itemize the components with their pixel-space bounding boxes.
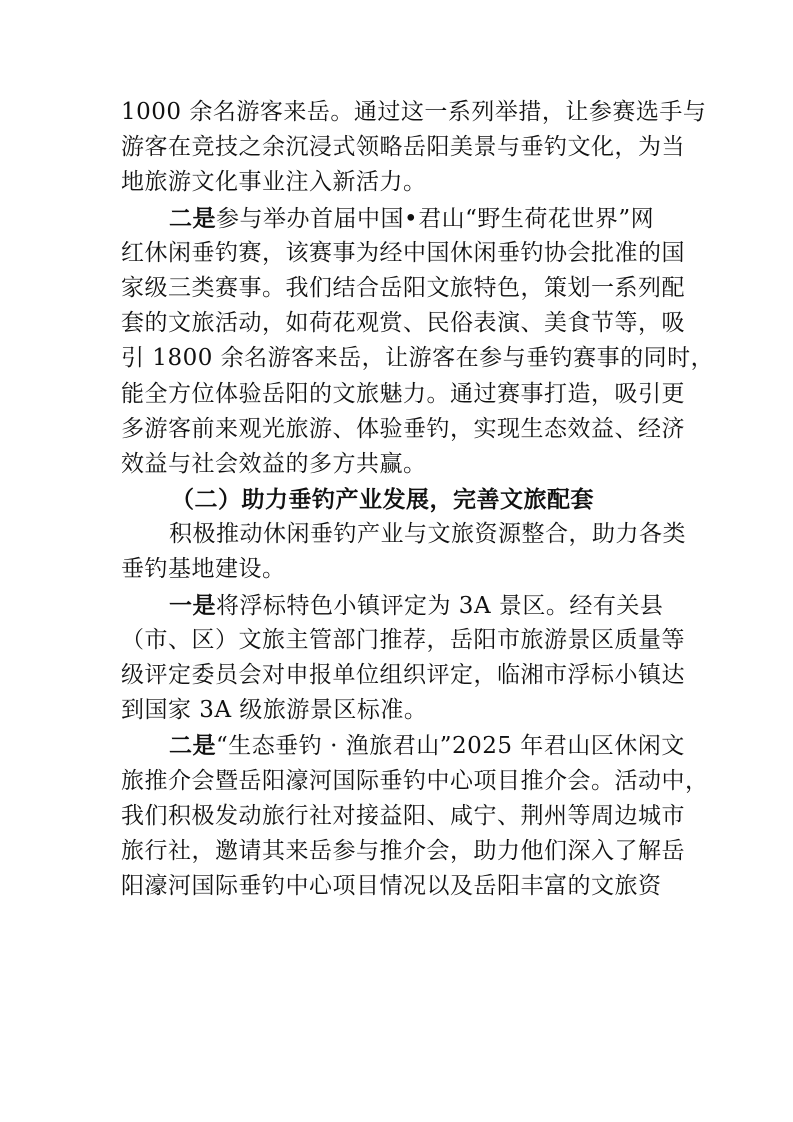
text-line: 旅推介会暨岳阳濠河国际垂钓中心项目推介会。活动中， (121, 767, 709, 794)
text-line: 多游客前来观光旅游、体验垂钓，实现生态效益、经济 (121, 415, 685, 442)
text-line: 家级三类赛事。我们结合岳阳文旅特色，策划一系列配 (121, 274, 685, 301)
text-line: 级评定委员会对申报单位组织评定，临湘市浮标小镇达 (121, 662, 685, 688)
text-line (121, 588, 681, 623)
text-span: 参与举办首届中国•君山“野生荷花世界”网 (216, 205, 655, 232)
paragraph-lead: 一是 (169, 591, 216, 619)
text-line: 套的文旅活动，如荷花观赏、民俗表演、美食节等，吸 (121, 310, 685, 337)
text-line: 我们积极发动旅行社对接益阳、咸宁、荆州等周边城市 (121, 802, 685, 829)
text-line: 地旅游文化事业注入新活力。 (121, 169, 427, 196)
text-line (121, 201, 681, 236)
section-heading: （二）助力垂钓产业发展，完善文旅配套 (171, 486, 594, 514)
paragraph-lead: 二是 (169, 204, 216, 232)
text-line: 到国家 3A 级旅游景区标准。 (121, 697, 428, 724)
paragraph (121, 517, 686, 587)
paragraph (121, 588, 685, 729)
paragraph (121, 728, 709, 904)
text-line: 能全方位体验岳阳的文旅魅力。通过赛事打造，吸引更 (121, 380, 685, 407)
text-line (121, 728, 685, 763)
paragraph-lead: 二是 (169, 732, 216, 760)
text-span: “生态垂钓 · 渔旅君山”2025 年君山区休闲文 (216, 733, 685, 760)
text-line: 阳濠河国际垂钓中心项目情况以及岳阳丰富的文旅资 (121, 873, 662, 900)
text-line: 效益与社会效益的多方共赢。 (121, 450, 427, 477)
text-span: 将浮标特色小镇评定为 3A 景区。经有关县 (216, 592, 664, 619)
text-line: 游客在竞技之余沉浸式领略岳阳美景与垂钓文化，为当 (121, 134, 685, 161)
text-line: 积极推动休闲垂钓产业与文旅资源整合，助力各类 (169, 521, 686, 548)
text-line: 引 1800 余名游客来岳，让游客在参与垂钓赛事的同时， (121, 345, 715, 372)
paragraph (121, 95, 707, 201)
text-line: （市、区）文旅主管部门推荐，岳阳市旅游景区质量等 (121, 626, 685, 653)
paragraph (121, 201, 715, 483)
text-line: 垂钓基地建设。 (121, 556, 286, 583)
text-line: 旅行社，邀请其来岳参与推介会，助力他们深入了解岳 (121, 837, 685, 864)
text-line: 红休闲垂钓赛，该赛事为经中国休闲垂钓协会批准的国 (121, 239, 685, 266)
document-body (121, 95, 715, 904)
text-line: 1000 余名游客来岳。通过这一系列举措，让参赛选手与 (121, 99, 707, 125)
